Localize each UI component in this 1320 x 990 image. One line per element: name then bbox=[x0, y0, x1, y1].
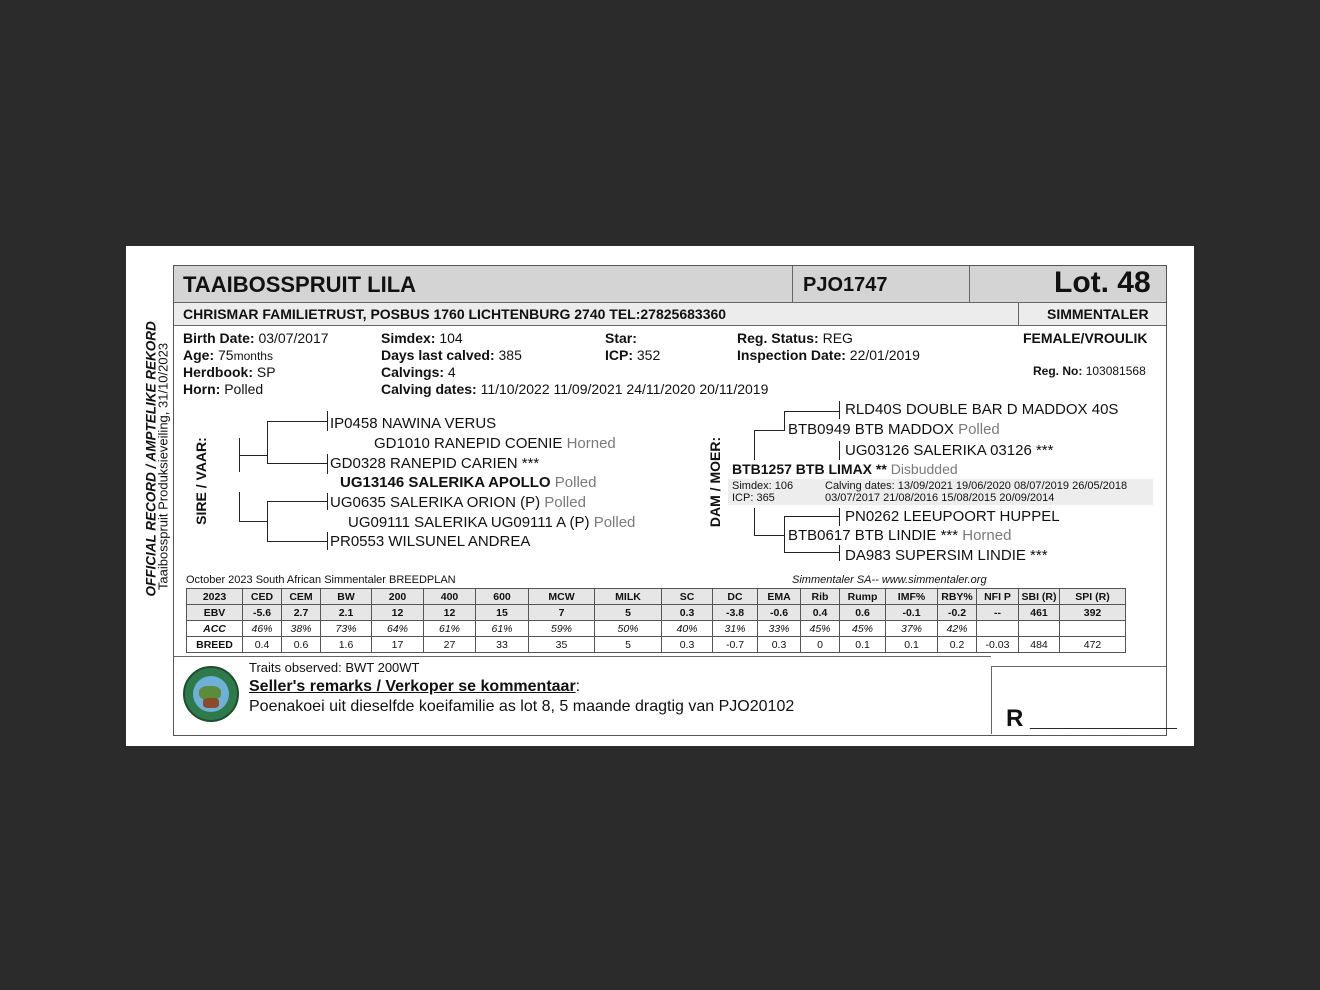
breedplan-cell: RBY% bbox=[938, 589, 977, 605]
animal-name: TAAIBOSSPRUIT LILA bbox=[183, 272, 417, 297]
breedplan-cell: 0.3 bbox=[662, 605, 713, 621]
icp: ICP: 352 bbox=[605, 347, 661, 363]
breedplan-cell: BREED bbox=[187, 637, 243, 653]
breedplan-cell: 35 bbox=[529, 637, 595, 653]
breedplan-cell: 17 bbox=[372, 637, 424, 653]
breedplan-cell: SBI (R) bbox=[1019, 589, 1060, 605]
breedplan-cell: -0.03 bbox=[977, 637, 1019, 653]
breedplan-ebv-row bbox=[187, 605, 1126, 621]
breedplan-cell: CEM bbox=[282, 589, 321, 605]
breedplan-cell: 64% bbox=[372, 621, 424, 637]
breedplan-acc-row bbox=[187, 621, 1126, 637]
days-last-calved: Days last calved: 385 bbox=[381, 347, 522, 363]
breedplan-cell: DC bbox=[713, 589, 758, 605]
breedplan-source: Simmentaler SA-- www.simmentaler.org bbox=[792, 574, 987, 586]
breedplan-caption: October 2023 South African Simmentaler BREEDPLAN bbox=[186, 574, 456, 586]
dam-sire-dam: UG03126 SALERIKA 03126 *** bbox=[845, 442, 1054, 459]
breedplan-cell: -- bbox=[977, 605, 1019, 621]
breedplan-cell: 50% bbox=[595, 621, 662, 637]
breedplan-cell: 37% bbox=[886, 621, 938, 637]
lot-number: Lot. 48 bbox=[1054, 266, 1151, 299]
breedplan-cell: 461 bbox=[1019, 605, 1060, 621]
breedplan-cell: -0.7 bbox=[713, 637, 758, 653]
breedplan-cell: -0.1 bbox=[886, 605, 938, 621]
breedplan-cell: 0.6 bbox=[282, 637, 321, 653]
breedplan-cell: 12 bbox=[372, 605, 424, 621]
breedplan-cell: 12 bbox=[424, 605, 476, 621]
horn: Horn: Polled bbox=[183, 381, 264, 397]
herdbook: Herdbook: SP bbox=[183, 364, 276, 380]
breedplan-cell: 73% bbox=[321, 621, 372, 637]
breedplan-cell: 31% bbox=[713, 621, 758, 637]
breedplan-cell: 2023 bbox=[187, 589, 243, 605]
breedplan-cell: 472 bbox=[1060, 637, 1126, 653]
breedplan-cell: 0.1 bbox=[840, 637, 886, 653]
breedplan-cell: 33 bbox=[476, 637, 529, 653]
breedplan-cell: -0.2 bbox=[938, 605, 977, 621]
dam-sire-sire: RLD40S DOUBLE BAR D MADDOX 40S bbox=[845, 401, 1119, 418]
breedplan-cell: 392 bbox=[1060, 605, 1126, 621]
breedplan-cell: Rump bbox=[840, 589, 886, 605]
breedplan-cell: 400 bbox=[424, 589, 476, 605]
sire-label: SIRE / VAAR: bbox=[193, 437, 209, 525]
simmentaler-society-logo-icon bbox=[183, 666, 239, 722]
dam-icp: ICP: 365 bbox=[732, 492, 775, 504]
traits-observed: Traits observed: BWT 200WT bbox=[249, 660, 420, 675]
breedplan-cell: 0.4 bbox=[243, 637, 282, 653]
breedplan-cell: 0.3 bbox=[662, 637, 713, 653]
breedplan-cell: 45% bbox=[840, 621, 886, 637]
calving-dates: Calving dates: 11/10/2022 11/09/2021 24/11/2020 20/11/2019 bbox=[381, 381, 769, 397]
dam-dam-sire: PN0262 LEEUPOORT HUPPEL bbox=[845, 508, 1060, 525]
breedplan-cell: CED bbox=[243, 589, 282, 605]
breedplan-cell: 38% bbox=[282, 621, 321, 637]
breedplan-cell: 33% bbox=[758, 621, 801, 637]
breedplan-cell: 45% bbox=[801, 621, 840, 637]
inspection-date: Inspection Date: 22/01/2019 bbox=[737, 347, 920, 363]
breedplan-cell bbox=[977, 621, 1019, 637]
star: Star: bbox=[605, 330, 637, 346]
dam-dam-dam: DA983 SUPERSIM LINDIE *** bbox=[845, 547, 1048, 564]
breedplan-cell: 15 bbox=[476, 605, 529, 621]
breedplan-cell: BW bbox=[321, 589, 372, 605]
breedplan-cell: 0.1 bbox=[886, 637, 938, 653]
remarks-text: Poenakoei uit dieselfde koeifamilie as lot 8, 5 maande dragtig van PJO20102 bbox=[249, 698, 795, 715]
breedplan-cell: SPI (R) bbox=[1060, 589, 1126, 605]
breedplan-cell: -0.6 bbox=[758, 605, 801, 621]
remarks-heading: Seller's remarks / Verkoper se kommentaar: bbox=[249, 678, 581, 695]
breedplan-cell: 0 bbox=[801, 637, 840, 653]
breedplan-cell: NFI P bbox=[977, 589, 1019, 605]
breedplan-cell: -5.6 bbox=[243, 605, 282, 621]
dam-sire: BTB0949 BTB MADDOX Polled bbox=[788, 421, 1000, 438]
breedplan-breed-row bbox=[187, 637, 1126, 653]
breedplan-cell: 200 bbox=[372, 589, 424, 605]
breedplan-cell: 7 bbox=[529, 605, 595, 621]
dam-dam: BTB0617 BTB LINDIE *** Horned bbox=[788, 527, 1012, 544]
breedplan-cell: 2.1 bbox=[321, 605, 372, 621]
breedplan-cell: MILK bbox=[595, 589, 662, 605]
breedplan-cell: IMF% bbox=[886, 589, 938, 605]
breedplan-cell: 600 bbox=[476, 589, 529, 605]
breedplan-table bbox=[186, 588, 1126, 653]
breedplan-cell: 0.3 bbox=[758, 637, 801, 653]
breedplan-cell bbox=[1019, 621, 1060, 637]
reg-no: Reg. No: 103081568 bbox=[1033, 364, 1146, 378]
breedplan-cell: 2.7 bbox=[282, 605, 321, 621]
breedplan-cell: EMA bbox=[758, 589, 801, 605]
breed-name: SIMMENTALER bbox=[1047, 306, 1149, 322]
breedplan-cell: 0.6 bbox=[840, 605, 886, 621]
sire-sire-sire: IP0458 NAWINA VERUS bbox=[330, 415, 497, 432]
lot-card bbox=[126, 246, 1194, 746]
breedplan-cell: 1.6 bbox=[321, 637, 372, 653]
breedplan-cell: 0.4 bbox=[801, 605, 840, 621]
breedplan-cell: 61% bbox=[424, 621, 476, 637]
breedplan-cell: MCW bbox=[529, 589, 595, 605]
dam-calving-dates-2: 03/07/2017 21/08/2016 15/08/2015 20/09/2014 bbox=[825, 492, 1055, 504]
dam-simdex: Simdex: 106 bbox=[732, 480, 794, 492]
animal-id: PJO1747 bbox=[803, 274, 888, 296]
sire-sire-dam: GD0328 RANEPID CARIEN *** bbox=[330, 455, 540, 472]
birth-date: Birth Date: 03/07/2017 bbox=[183, 330, 329, 346]
reg-status: Reg. Status: REG bbox=[737, 330, 853, 346]
owner-line: CHRISMAR FAMILIETRUST, POSBUS 1760 LICHTENBURG 2740 TEL:27825683360 bbox=[183, 306, 727, 322]
age: Age: 75months bbox=[183, 347, 273, 363]
calvings: Calvings: 4 bbox=[381, 364, 456, 380]
breedplan-cell: EBV bbox=[187, 605, 243, 621]
breedplan-cell: 5 bbox=[595, 605, 662, 621]
price-field[interactable]: R ___________ bbox=[1006, 705, 1177, 732]
breedplan-cell bbox=[1060, 621, 1126, 637]
breedplan-cell: 27 bbox=[424, 637, 476, 653]
dam: BTB1257 BTB LIMAX ** Disbudded bbox=[732, 461, 958, 477]
breedplan-cell: -3.8 bbox=[713, 605, 758, 621]
breedplan-cell: 59% bbox=[529, 621, 595, 637]
breedplan-header-row bbox=[187, 589, 1126, 605]
breedplan-cell: 0.2 bbox=[938, 637, 977, 653]
breedplan-cell: 5 bbox=[595, 637, 662, 653]
breedplan-cell: ACC bbox=[187, 621, 243, 637]
dam-label: DAM / MOER: bbox=[707, 436, 723, 528]
sire-sire: GD1010 RANEPID COENIE Horned bbox=[374, 435, 616, 452]
auction-label: Taaibosspruit Produksieveiling, 31/10/2023 bbox=[155, 342, 171, 591]
breedplan-cell: 40% bbox=[662, 621, 713, 637]
breedplan-cell: Rib bbox=[801, 589, 840, 605]
breedplan-cell: 46% bbox=[243, 621, 282, 637]
breedplan-cell: 484 bbox=[1019, 637, 1060, 653]
simdex: Simdex: 104 bbox=[381, 330, 463, 346]
breedplan-cell: 42% bbox=[938, 621, 977, 637]
sire-dam-dam: PR0553 WILSUNEL ANDREA bbox=[330, 533, 531, 550]
sire: UG13146 SALERIKA APOLLO Polled bbox=[340, 474, 597, 491]
official-record-label: OFFICIAL RECORD / AMPTELIKE REKORD bbox=[143, 321, 159, 597]
breedplan-cell: SC bbox=[662, 589, 713, 605]
breedplan-cell: 61% bbox=[476, 621, 529, 637]
sire-dam: UG09111 SALERIKA UG09111 A (P) Polled bbox=[348, 514, 636, 531]
sex: FEMALE/VROULIK bbox=[1023, 330, 1148, 346]
dam-calving-dates-1: Calving dates: 13/09/2021 19/06/2020 08/07/2019 26/05/2018 bbox=[825, 480, 1128, 492]
sire-dam-sire: UG0635 SALERIKA ORION (P) Polled bbox=[330, 494, 586, 511]
